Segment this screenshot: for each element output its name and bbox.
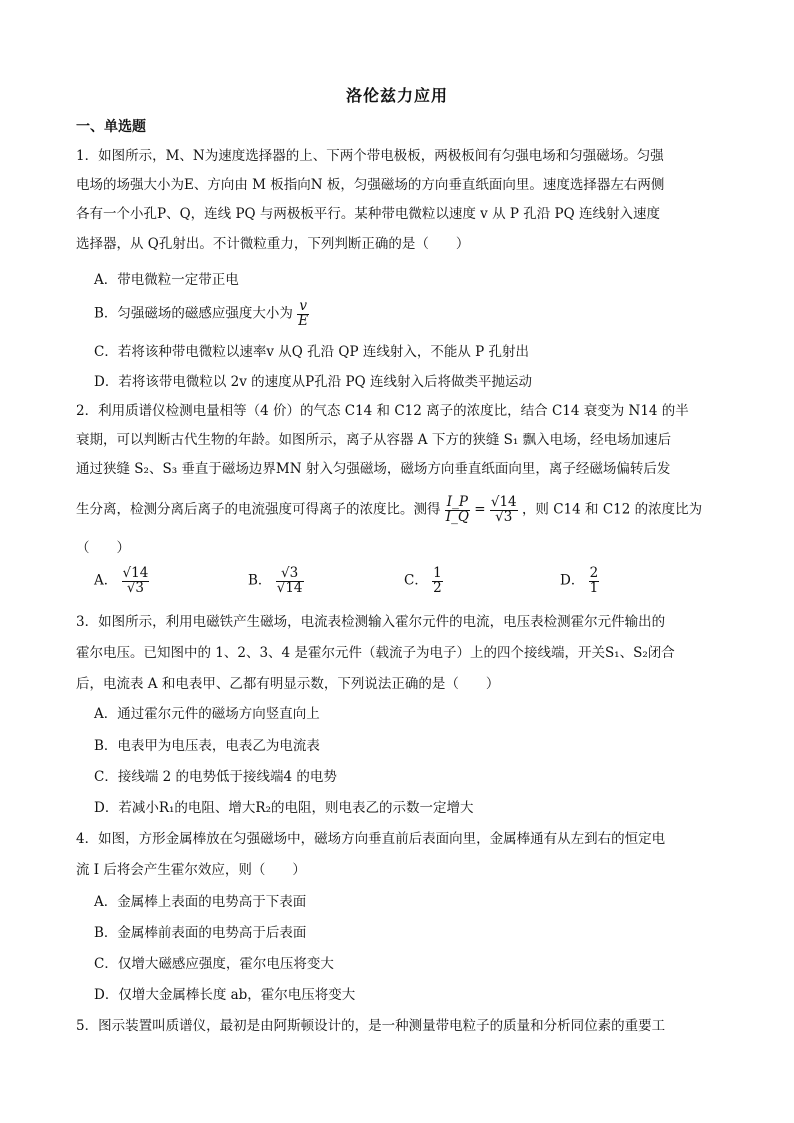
q4-option-b: B．金属棒前表面的电势高于后表面 xyxy=(94,925,307,941)
page-title: 洛伦兹力应用 xyxy=(345,86,448,105)
q1-option-b-fraction xyxy=(297,300,309,328)
q2-option-d-numerator: 2 xyxy=(589,565,599,581)
q2-ratio-numerator: I_P xyxy=(446,494,468,510)
q4-option-a: A．金属棒上表面的电势高于下表面 xyxy=(94,894,307,910)
q2-option-b-numerator: √3 xyxy=(276,567,304,582)
q1-option-a: A．带电微粒一定带正电 xyxy=(94,272,239,288)
q2-option-a-numerator: √14 xyxy=(122,565,149,581)
q2-option-c-fraction xyxy=(432,567,443,595)
q2-option-b xyxy=(248,567,304,595)
q2-option-d xyxy=(560,567,599,595)
q2-option-c-denominator: 2 xyxy=(433,579,442,596)
q2-blank: （ ） xyxy=(76,540,130,556)
q1-option-c: C．若将该种带电微粒以速率v 从Q 孔沿 QP 连线射入，不能从 P 孔射出 xyxy=(94,344,530,360)
q1-line-4: 选择器，从 Q孔射出。不计微粒重力，下列判断正确的是（ ） xyxy=(76,236,470,252)
q2-option-a xyxy=(94,567,149,595)
q2-line-4 xyxy=(76,496,702,524)
q3-option-b: B．电表甲为电压表，电表乙为电流表 xyxy=(94,738,320,754)
q2-ratio-value-fraction xyxy=(490,496,518,524)
q1-line-2: 电场的场强大小为E、方向由 M 板指向N 板，匀强磁场的方向垂直纸面向里。速度选择器左右两侧 xyxy=(76,177,665,193)
q2-option-c xyxy=(404,567,443,595)
q2-line-2: 衰期，可以判断古代生物的年龄。如图所示，离子从容器 A 下方的狭缝 S₁ 飘入电场，经电场加速后 xyxy=(76,432,672,448)
q3-option-a: A．通过霍尔元件的磁场方向竖直向上 xyxy=(94,706,320,722)
q2-option-b-denominator: √14 xyxy=(276,579,303,596)
q1-line-1: 1．如图所示，M、N为速度选择器的上、下两个带电极板，两极板间有匀强电场和匀强磁场。匀强 xyxy=(76,148,664,164)
q2-line-1: 2．利用质谱仪检测电量相等（4 价）的气态 C14 和 C12 离子的浓度比，结合 C14 衰变为 N14 的半 xyxy=(76,403,689,419)
q2-option-b-label: B． xyxy=(248,572,272,589)
q2-option-c-numerator: 1 xyxy=(433,565,442,581)
q3-line-1: 3．如图所示，利用电磁铁产生磁场，电流表检测输入霍尔元件的电流，电压表检测霍尔元件输出的 xyxy=(76,614,666,630)
q4-option-d: D．仅增大金属棒长度 ab，霍尔电压将变大 xyxy=(94,987,356,1003)
q5-line-1: 5．图示装置叫质谱仪，最初是由阿斯顿设计的，是一种测量带电粒子的质量和分析同位素的重要工 xyxy=(76,1018,666,1034)
q2-equals: = xyxy=(474,501,486,518)
q1-option-b-text: B．匀强磁场的磁感应强度大小为 xyxy=(94,305,293,322)
q1-line-3: 各有一个小孔P、Q，连线 PQ 与两极板平行。某种带电微粒以速度 v 从 P 孔沿 PQ 连线射入速度 xyxy=(76,206,660,222)
section-heading: 一、单选题 xyxy=(76,119,146,135)
q3-line-2: 霍尔电压。已知图中的 1、2、3、4 是霍尔元件（载流子为电子）上的四个接线端，开关S₁、S₂闭合 xyxy=(76,645,675,661)
q4-option-c: C．仅增大磁感应强度，霍尔电压将变大 xyxy=(94,956,334,972)
q2-option-a-fraction xyxy=(122,567,150,595)
q2-ratio-value-numerator: √14 xyxy=(490,494,517,510)
q2-ratio-denominator: I_Q xyxy=(445,508,469,525)
q1-option-d: D．若将该带电微粒以 2v 的速度从P孔沿 PQ 连线射入后将做类平抛运动 xyxy=(94,374,532,390)
q2-line-4-end: ，则 C14 和 C12 的浓度比为 xyxy=(521,501,703,518)
q4-line-1: 4．如图，方形金属棒放在匀强磁场中，磁场方向垂直前后表面向里，金属棒通有从左到右的恒定电 xyxy=(76,831,666,847)
q2-option-b-fraction xyxy=(276,567,304,595)
q2-option-d-fraction xyxy=(589,567,600,595)
q2-option-c-label: C． xyxy=(404,572,428,589)
q2-option-d-denominator: 1 xyxy=(589,579,599,596)
q3-option-c: C．接线端 2 的电势低于接线端4 的电势 xyxy=(94,769,337,785)
q2-option-a-denominator: √3 xyxy=(126,579,145,596)
q1-option-b xyxy=(94,300,309,328)
q2-option-d-label: D． xyxy=(560,572,585,589)
q3-line-3: 后，电流表 A 和电表甲、乙都有明显示数，下列说法正确的是（ ） xyxy=(76,676,500,692)
q2-ratio-value-denominator: √3 xyxy=(495,508,513,525)
q2-line-3: 通过狭缝 S₂、S₃ 垂直于磁场边界MN 射入匀强磁场，磁场方向垂直纸面向里，离子经磁场偏转后发 xyxy=(76,461,671,477)
q2-ratio-fraction xyxy=(445,496,470,524)
q4-line-2: 流 I 后将会产生霍尔效应，则（ ） xyxy=(76,862,306,878)
q2-line-4-text: 生分离，检测分离后离子的电流强度可得离子的浓度比。测得 xyxy=(76,501,441,518)
q1-option-b-numerator: v xyxy=(297,300,309,315)
q3-option-d: D．若减小R₁的电阻、增大R₂的电阻，则电表乙的示数一定增大 xyxy=(94,800,474,816)
q1-option-b-denominator: E xyxy=(298,312,309,329)
q2-option-a-label: A． xyxy=(94,572,118,589)
